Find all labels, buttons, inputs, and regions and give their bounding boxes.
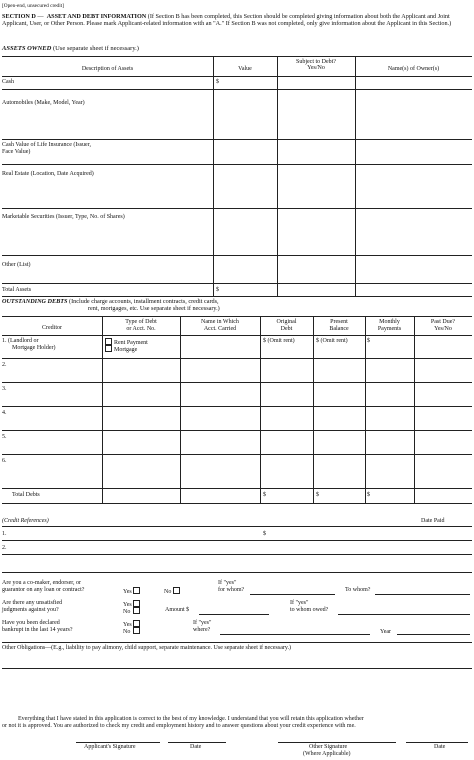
debts-col-rule <box>180 316 181 503</box>
debts-header-rule <box>2 335 472 336</box>
q1-ifyes-2: for whom? <box>218 587 245 593</box>
other-obligations-line[interactable] <box>2 668 472 669</box>
q1-text-2: guarantor on any loan or contract? <box>2 587 85 593</box>
other-obligations-text: Other Obligations—(E.g., liability to pay alimony, child support, separate maintenance. Use separate sheet if necessary.) <box>2 645 291 651</box>
assets-row-rule <box>2 89 472 90</box>
q3-year-line[interactable] <box>397 634 470 635</box>
applicant-signature-label: Applicant's Signature <box>84 744 136 750</box>
debts-heading-note-2: rent, mortgages, etc. Use separate sheet if necessary.) <box>88 305 220 312</box>
asset-row-value: $ <box>216 287 219 293</box>
col-value: Value <box>238 66 252 72</box>
total-debts-label: Total Debts <box>12 492 40 498</box>
certification-line-2: or not it is approved. You are authorized to check my credit and employment history and to answer questions about your credit experience with me. <box>2 723 356 729</box>
q1-to-whom-line[interactable] <box>375 594 470 595</box>
debts-bottom-rule <box>2 503 472 504</box>
debts-heading-note-1: (Include charge accounts, installment contracts, credit cards, <box>69 298 219 305</box>
q2-ifyes-1: If "yes" <box>290 600 309 606</box>
assets-heading: ASSETS OWNED <box>2 45 52 52</box>
assets-col-rule <box>355 56 356 296</box>
debts-row-rule <box>2 358 472 359</box>
q1-no-checkbox[interactable] <box>173 587 180 594</box>
asset-row-label: Marketable Securities (Issuer, Type, No. of Shares) <box>2 214 125 220</box>
credit-ref-row-1-dollar: $ <box>263 531 266 537</box>
asset-row-label-line-2: Face Value) <box>2 149 31 155</box>
assets-heading-line <box>2 45 139 52</box>
debts-row-rule <box>2 382 472 383</box>
q1-text-1: Are you a co-maker, endorser, or <box>2 580 81 586</box>
questions-top-rule <box>2 572 472 573</box>
q2-no-checkbox[interactable] <box>133 607 140 614</box>
col-payments: Payments <box>377 326 402 332</box>
col-description: Description of Assets <box>81 66 134 72</box>
mortgage-checkbox[interactable] <box>105 345 112 352</box>
date-1-line[interactable] <box>168 742 226 743</box>
debts-top-rule <box>2 316 472 317</box>
credit-ref-rule <box>2 526 472 527</box>
mortgage-option[interactable] <box>105 345 137 354</box>
q3-ifyes-2: where? <box>193 627 211 633</box>
debts-row-rule <box>2 430 472 431</box>
col-type-debt: Type of Debt <box>125 319 157 325</box>
asset-row-label: Real Estate (Location, Date Acquired) <box>2 171 94 177</box>
debt-row-number: 6. <box>2 458 7 464</box>
omit-rent-original: $ (Omit rent) <box>263 338 295 344</box>
debts-col-rule <box>365 316 366 503</box>
debt-row-number: 3. <box>2 386 7 392</box>
where-applicable-label: (Where Applicable) <box>303 751 351 757</box>
assets-row-rule <box>2 255 472 256</box>
questions-bottom-rule <box>2 642 472 643</box>
q2-text-2: judgments against you? <box>2 607 59 613</box>
q2-ifyes-2: to whom owed? <box>290 607 329 613</box>
debt-row-1-label-1: 1. (Landlord or <box>2 338 39 344</box>
total-monthly-dollar: $ <box>367 492 370 498</box>
asset-row-label: Total Assets <box>2 287 32 293</box>
debt-row-number: 2. <box>2 362 7 368</box>
assets-top-rule <box>2 56 472 57</box>
col-monthly: Monthly <box>379 319 400 325</box>
assets-header-rule <box>2 76 472 77</box>
q1-yes-option[interactable] <box>123 587 142 596</box>
date-1-label: Date <box>190 744 202 750</box>
col-balance: Balance <box>329 326 349 332</box>
certification-line-1: Everything that I have stated in this application is correct to the best of my knowledge. I understand that you will retain this application whether <box>18 716 364 722</box>
assets-heading-note: (Use separate sheet if necessary.) <box>52 45 139 52</box>
q2-no-option[interactable] <box>123 607 142 616</box>
q3-yes-label: Yes <box>123 622 132 628</box>
date-paid-label: Date Paid <box>421 518 445 524</box>
credit-type-label: [Open-end, unsecured credit] <box>2 3 64 9</box>
debts-heading-line <box>2 298 219 305</box>
q1-no-label: No <box>164 589 172 595</box>
section-subtitle: ASSET AND DEBT INFORMATION <box>46 13 147 20</box>
credit-ref-row-2: 2. <box>2 545 7 551</box>
total-present-dollar: $ <box>316 492 319 498</box>
credit-ref-row-1: 1. <box>2 531 7 537</box>
assets-row-rule <box>2 139 472 140</box>
q1-to-whom: To whom? <box>345 587 371 593</box>
asset-row-label: Other (List) <box>2 262 31 268</box>
q1-yes-checkbox[interactable] <box>133 587 140 594</box>
debts-col-rule <box>313 316 314 503</box>
q3-no-label: No <box>123 629 131 635</box>
monthly-dollar: $ <box>367 338 370 344</box>
q3-ifyes-1: If "yes" <box>193 620 212 626</box>
q1-no-option[interactable] <box>164 587 182 596</box>
q3-text-1: Have you been declared <box>2 620 60 626</box>
rent-payment-checkbox[interactable] <box>105 338 112 345</box>
q3-no-option[interactable] <box>123 627 142 636</box>
rent-payment-label: Rent Payment <box>114 340 148 346</box>
col-subject-to-debt: Subject to Debt? <box>296 59 336 65</box>
q1-ifyes-1: If "yes" <box>218 580 237 586</box>
omit-rent-present: $ (Omit rent) <box>316 338 348 344</box>
assets-col-rule <box>277 56 278 296</box>
col-acct-carried: Acct. Carried <box>203 326 237 332</box>
col-name-in-which: Name in Which <box>201 319 239 325</box>
q2-to-whom-line[interactable] <box>338 614 470 615</box>
q3-no-checkbox[interactable] <box>133 627 140 634</box>
q2-yes-label: Yes <box>123 602 132 608</box>
section-d-header: SECTION D — ASSET AND DEBT INFORMATION (If Section B has been completed, this Section should be completed giving information about both the Applicant and Joint Applicant, User, or Other Person. Please mark Applicant-related information with an "A." If Section B was not completed, only give information about the Applicant in this Section.) <box>2 13 452 28</box>
debts-col-rule <box>414 316 415 503</box>
col-acct-no: or Acct. No. <box>126 326 156 332</box>
debt-row-1-label-2: Mortgage Holder) <box>12 345 56 351</box>
assets-bottom-rule <box>2 296 472 297</box>
q1-yes-label: Yes <box>123 589 132 595</box>
q2-text-1: Are there any unsatisfied <box>2 600 63 606</box>
asset-row-value: $ <box>216 79 219 85</box>
q2-yes-checkbox[interactable] <box>133 600 140 607</box>
q2-amount: Amount $ <box>165 607 190 613</box>
credit-ref-rule <box>2 540 472 541</box>
col-owners: Name(s) of Owner(s) <box>387 66 440 72</box>
assets-row-rule <box>2 208 472 209</box>
credit-references-heading: (Credit References) <box>2 518 49 524</box>
assets-row-rule <box>2 164 472 165</box>
section-instructions: (If Section B has been completed, this Section should be completed giving information about both the Applicant and Joint Applicant, User, or Other Person. Please mark Applicant-related information with an "A." If Section B was not completed, only give information about the Applicant in this Section.) <box>2 13 452 28</box>
col-debt: Debt <box>280 326 293 332</box>
asset-row-label: Automobiles (Make, Model, Year) <box>2 100 85 106</box>
debts-col-rule <box>102 316 103 503</box>
credit-ref-rule <box>2 554 472 555</box>
debts-row-rule <box>2 488 472 489</box>
col-creditor: Creditor <box>42 325 62 331</box>
debt-row-number: 5. <box>2 434 7 440</box>
date-2-label: Date <box>434 744 446 750</box>
assets-row-rule <box>2 283 472 284</box>
q2-amount-line[interactable] <box>199 614 269 615</box>
col-present: Present <box>330 319 348 325</box>
q3-yes-checkbox[interactable] <box>133 620 140 627</box>
q1-for-whom-line[interactable] <box>250 594 335 595</box>
date-2-line[interactable] <box>406 742 468 743</box>
q3-where-line[interactable] <box>220 634 370 635</box>
q3-year: Year <box>380 629 392 635</box>
q3-text-2: bankrupt in the last 14 years? <box>2 627 73 633</box>
debts-heading: OUTSTANDING DEBTS <box>2 298 68 305</box>
mortgage-label: Mortgage <box>114 347 138 353</box>
col-past-due: Past Due? <box>430 319 456 325</box>
applicant-signature-line[interactable] <box>76 742 160 743</box>
q2-no-label: No <box>123 609 131 615</box>
total-original-dollar: $ <box>263 492 266 498</box>
debts-row-rule <box>2 454 472 455</box>
assets-col-rule <box>213 56 214 296</box>
col-original: Original <box>276 319 297 325</box>
debt-row-number: 4. <box>2 410 7 416</box>
other-signature-label: Other Signature <box>309 744 348 750</box>
section-title: SECTION D <box>2 13 36 20</box>
asset-row-label: Cash <box>2 79 14 85</box>
col-yes-no: Yes/No <box>307 65 325 71</box>
debts-col-rule <box>260 316 261 503</box>
other-signature-line[interactable] <box>278 742 396 743</box>
debts-row-rule <box>2 406 472 407</box>
asset-row-label: Cash Value of Life Insurance (Issuer, <box>2 142 91 148</box>
col-yes-no: Yes/No <box>434 326 452 332</box>
